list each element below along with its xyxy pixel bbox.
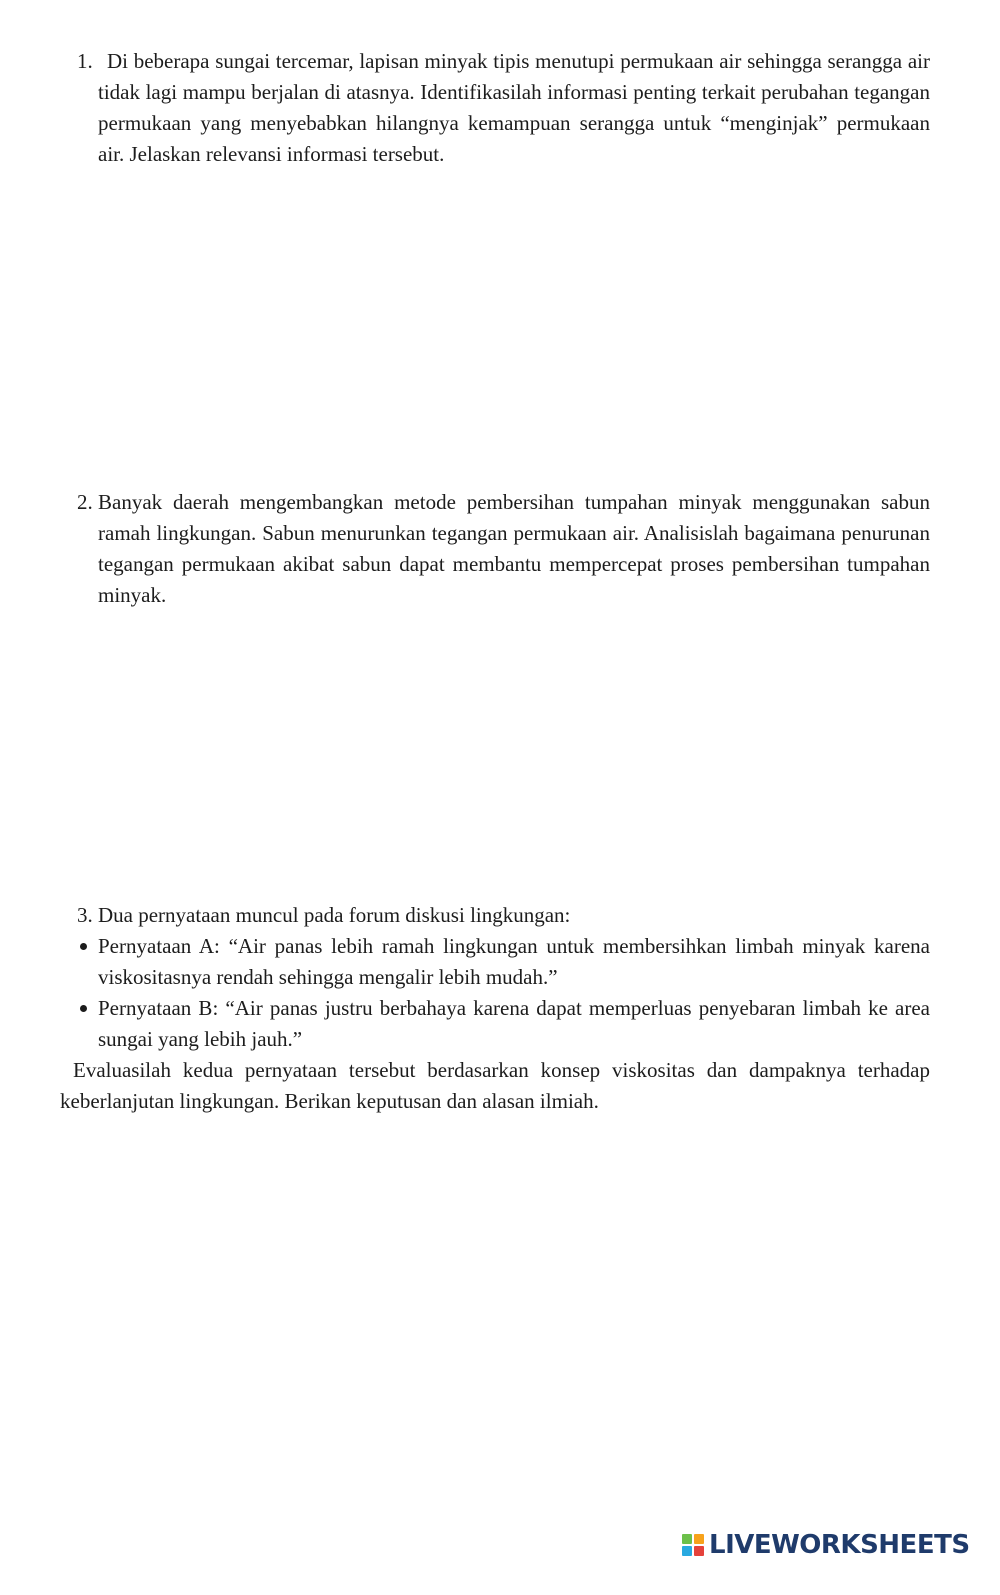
question-3-instruction-text: Evaluasilah kedua pernyataan tersebut berdasarkan konsep viskositas dan dampaknya terhadap keberlanjutan lingkungan. Berikan keputusan dan alasan ilmiah. xyxy=(60,1058,930,1113)
question-3-intro: Dua pernyataan muncul pada forum diskusi lingkungan: xyxy=(98,903,571,927)
answer-area-1[interactable] xyxy=(60,180,930,470)
logo-square-red xyxy=(694,1546,704,1556)
question-3-number: 3. xyxy=(77,903,93,927)
answer-area-2[interactable] xyxy=(60,620,930,890)
logo-wordmark: LIVEWORKSHEETS xyxy=(709,1530,970,1560)
question-1-text: Di beberapa sungai tercemar, lapisan minyak tipis menutupi permukaan air sehingga serangga air tidak lagi mampu berjalan di atasnya. Identifikasilah informasi penting terkait perubahan tegangan permukaan yang menyebabkan hilangnya kemampuan serangga untuk “menginjak” permukaan air. Jelaskan relevansi informasi tersebut. xyxy=(98,49,930,166)
bullet-icon xyxy=(80,1005,87,1012)
liveworksheets-logo xyxy=(682,1530,970,1560)
bullet-icon xyxy=(80,943,87,950)
answer-area-3[interactable] xyxy=(60,1130,930,1510)
question-3-instruction xyxy=(60,1055,930,1117)
statement-b-text: Pernyataan B: “Air panas justru berbahaya karena dapat memperluas penyebaran limbah ke area sungai yang lebih jauh.” xyxy=(98,996,930,1051)
question-2-number: 2. xyxy=(77,490,93,514)
logo-square-orange xyxy=(694,1534,704,1544)
question-1-number: 1. xyxy=(77,49,93,73)
liveworksheets-logo-icon xyxy=(682,1534,704,1556)
logo-square-blue xyxy=(682,1546,692,1556)
question-2-text: Banyak daerah mengembangkan metode pembersihan tumpahan minyak menggunakan sabun ramah lingkungan. Sabun menurunkan tegangan permukaan air. Analisislah bagaimana penurunan tegangan permukaan akibat sabun dapat membantu mempercepat proses pembersihan tumpahan minyak. xyxy=(98,490,930,607)
statement-a-text: Pernyataan A: “Air panas lebih ramah lingkungan untuk membersihkan limbah minyak karena viskositasnya rendah sehingga mengalir lebih mudah.” xyxy=(98,934,930,989)
logo-square-green xyxy=(682,1534,692,1544)
